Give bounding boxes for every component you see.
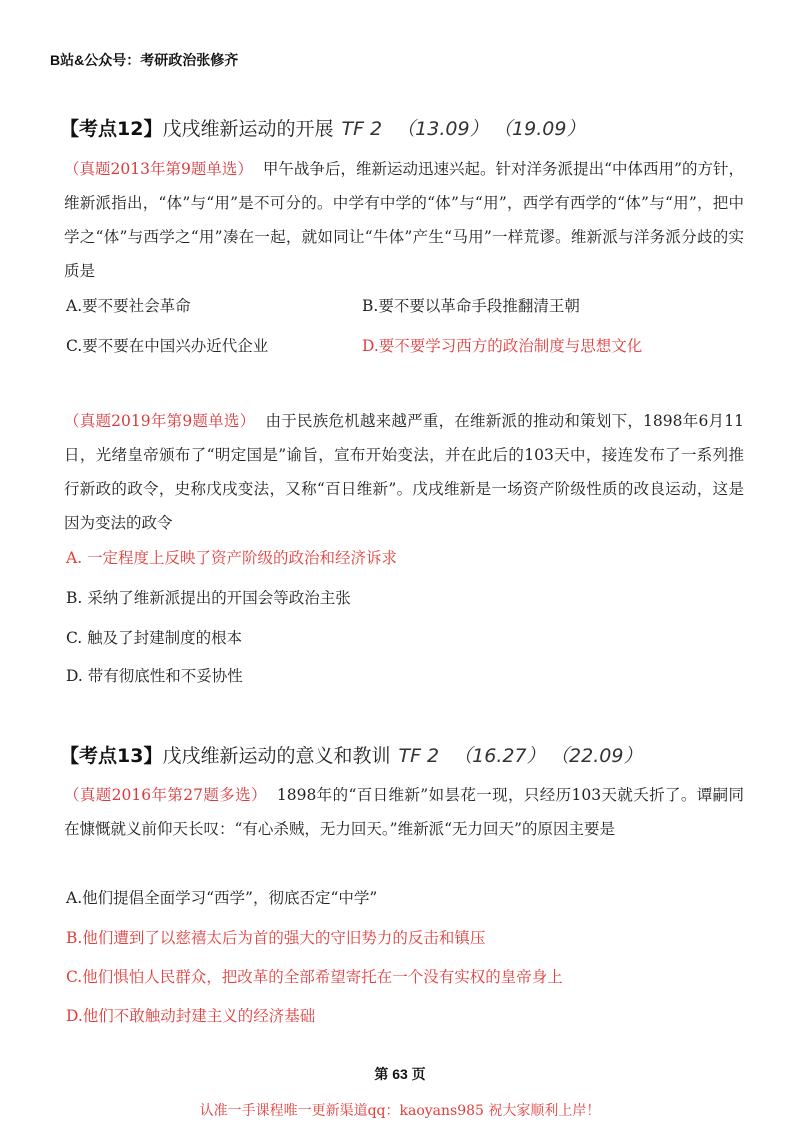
section-title-12 [60, 114, 585, 141]
option-d: D. 带有彻底性和不妥协性 [66, 667, 243, 685]
option-c: C.要不要在中国兴办近代企业 [66, 337, 269, 355]
section-title-13 [60, 741, 642, 768]
section-tag: 【考点12】 [60, 118, 163, 140]
question-stem [64, 404, 744, 540]
option-d-answer: D.他们不敢触动封建主义的经济基础 [66, 1007, 316, 1025]
question-stem [64, 778, 744, 846]
section-stat-2: （22.09） [559, 745, 643, 767]
option-c: C. 触及了封建制度的根本 [66, 629, 243, 647]
option-b: B. 采纳了维新派提出的开国会等政治主张 [66, 589, 351, 607]
question-source: （真题2016年第27题多选） [64, 786, 267, 804]
option-b-answer: B.他们遭到了以慈禧太后为首的强大的守旧势力的反击和镇压 [66, 929, 486, 947]
section-stat-2: （19.09） [502, 118, 586, 140]
section-tf: TF 2 [341, 118, 383, 140]
section-stat-1: （13.09） [396, 118, 489, 140]
question-text: 由于民族危机越来越严重，在维新派的推动和策划下，1898年6月11日，光绪皇帝颁布了“明定国是”谕旨，宣布开始变法，并在此后的103天中，接连发布了一系列推行新政的政令，史称戊戌变法，又称“百日维新”。戊戌维新是一场资产阶级性质的改良运动，这是因为变法的政令 [64, 412, 744, 532]
question-text: 甲午战争后，维新运动迅速兴起。针对洋务派提出“中体西用”的方针，维新派指出，“体”与“用”是不可分的。中学有中学的“体”与“用”，西学有西学的“体”与“用”，把中学之“体”与西学之“用”凑在一起，就如同让“牛体”产生“马用”一样荒谬。维新派与洋务派分歧的实质是 [64, 160, 745, 280]
section-heading: 戊戌维新运动的开展 [162, 118, 334, 140]
option-b: B.要不要以革命手段推翻清王朝 [362, 297, 580, 315]
option-a-answer: A. 一定程度上反映了资产阶级的政治和经济诉求 [66, 549, 398, 567]
section-stat-1: （16.27） [453, 745, 546, 767]
option-d-answer: D.要不要学习西方的政治制度与思想文化 [362, 337, 643, 355]
option-a: A.他们提倡全面学习“西学”，彻底否定“中学” [66, 889, 378, 907]
option-c-answer: C.他们惧怕人民群众，把改革的全部希望寄托在一个没有实权的皇帝身上 [66, 968, 563, 986]
question-text: 1898年的“百日维新”如昙花一现，只经历103天就夭折了。谭嗣同在慷慨就义前仰天长叹：“有心杀贼，无力回天。”维新派“无力回天”的原因主要是 [64, 786, 744, 838]
page-number: 第 63 页 [374, 1066, 426, 1082]
section-tf: TF 2 [398, 745, 440, 767]
footer-note: 认准一手课程唯一更新渠道qq：kaoyans985 祝大家顺利上岸！ [199, 1103, 601, 1119]
question-source: （真题2019年第9题单选） [64, 412, 256, 430]
option-a: A.要不要社会革命 [66, 297, 191, 315]
question-source: （真题2013年第9题单选） [64, 160, 253, 178]
question-stem [64, 152, 744, 288]
page-header: B站&公众号：考研政治张修齐 [50, 52, 239, 68]
section-heading: 戊戌维新运动的意义和教训 [162, 745, 391, 767]
section-tag: 【考点13】 [60, 745, 163, 767]
